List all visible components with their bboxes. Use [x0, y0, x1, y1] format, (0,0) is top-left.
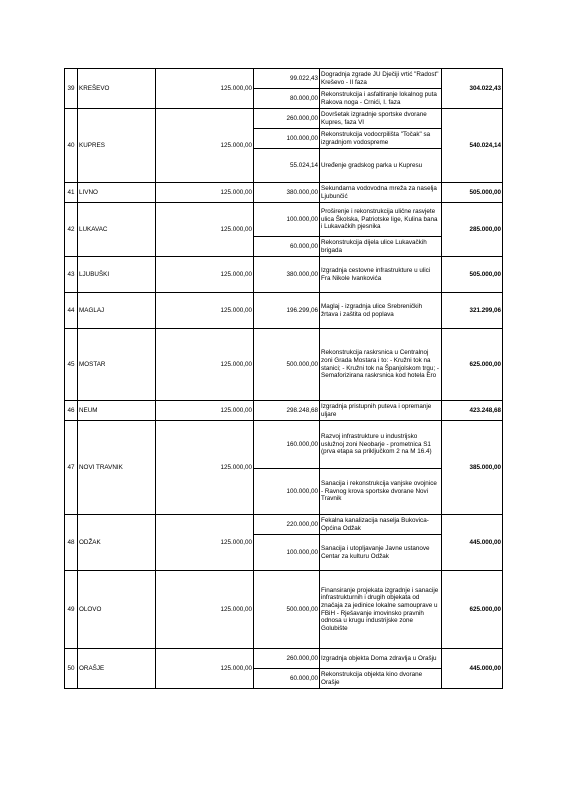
municipality-name: LIVNO [78, 183, 156, 203]
table-row [65, 183, 503, 203]
project-description: Sekundarna vodovodna mreža za naselja Ljubunčić [320, 183, 442, 203]
row-number: 44 [65, 293, 78, 329]
project-description: Izgradnja cestovne infrastrukture u ulici Fra Nikole Ivankovića [320, 257, 442, 293]
row-number: 43 [65, 257, 78, 293]
table-row [65, 649, 503, 669]
municipality-name: KUPRES [78, 109, 156, 183]
table-row [65, 515, 503, 535]
municipality-name: NEUM [78, 401, 156, 421]
project-description: Izgradnja pristupnih puteva i opremanje uljare [320, 401, 442, 421]
project-amount: 500.000,00 [254, 571, 320, 649]
base-amount: 125.000,00 [156, 257, 254, 293]
project-description: Sanacija i rekonstrukcija vanjske ovojnice - Ravnog krova sportske dvorane Novi Travnik [320, 469, 442, 515]
project-amount: 196.299,06 [254, 293, 320, 329]
total-amount: 304.022,43 [442, 69, 503, 109]
budget-table-body [65, 69, 503, 689]
project-description: Maglaj - izgradnja ulice Srebreničkih žrtava i zaštita od poplava [320, 293, 442, 329]
base-amount: 125.000,00 [156, 421, 254, 515]
project-amount: 380.000,00 [254, 183, 320, 203]
project-description: Rekonstrukcija dijela ulice Lukavačkih brigada [320, 237, 442, 257]
municipality-name: ORAŠJE [78, 649, 156, 689]
total-amount: 505.000,00 [442, 183, 503, 203]
municipality-name: MOSTAR [78, 329, 156, 401]
table-row [65, 401, 503, 421]
project-description: Uređenje gradskog parka u Kupresu [320, 149, 442, 183]
municipality-name: NOVI TRAVNIK [78, 421, 156, 515]
municipality-name: LJUBUŠKI [78, 257, 156, 293]
project-amount: 100.000,00 [254, 203, 320, 237]
project-description: Dogradnja zgrade JU Dječiji vrtić "Radost" Kreševo - II faza [320, 69, 442, 89]
project-description: Sanacija i utopljavanje Javne ustanove Centar za kulturu Odžak [320, 535, 442, 571]
table-row [65, 571, 503, 649]
project-description: Proširenje i rekonstrukcija ulične rasvjete ulica Školska, Patriotske lige, Kulina bana i Lukavačkih pjesnika [320, 203, 442, 237]
project-description: Rekonstrukcija vodocrpilišta "Točak" sa izgradnjom vodospreme [320, 129, 442, 149]
base-amount: 125.000,00 [156, 329, 254, 401]
total-amount: 385.000,00 [442, 421, 503, 515]
project-amount: 55.024,14 [254, 149, 320, 183]
project-amount: 99.022,43 [254, 69, 320, 89]
table-row [65, 421, 503, 469]
municipality-name: OLOVO [78, 571, 156, 649]
row-number: 49 [65, 571, 78, 649]
municipality-name: ODŽAK [78, 515, 156, 571]
table-row [65, 69, 503, 89]
row-number: 47 [65, 421, 78, 515]
base-amount: 125.000,00 [156, 203, 254, 257]
project-description: Izgradnja objekta Doma zdravlja u Orašju [320, 649, 442, 669]
project-amount: 380.000,00 [254, 257, 320, 293]
project-amount: 220.000,00 [254, 515, 320, 535]
base-amount: 125.000,00 [156, 293, 254, 329]
project-description: Rekonstrukcija raskrsnica u Centralnoj zoni Grada Mostara i to: - Kružni tok na stanici; - Kružni tok na Španjolskom trgu; - Semaforizirana raskrsnica kod hotela Ero [320, 329, 442, 401]
total-amount: 321.299,06 [442, 293, 503, 329]
project-amount: 100.000,00 [254, 469, 320, 515]
project-amount: 500.000,00 [254, 329, 320, 401]
project-amount: 60.000,00 [254, 669, 320, 689]
row-number: 41 [65, 183, 78, 203]
municipality-name: MAGLAJ [78, 293, 156, 329]
total-amount: 625.000,00 [442, 329, 503, 401]
row-number: 39 [65, 69, 78, 109]
project-amount: 260.000,00 [254, 109, 320, 129]
table-row [65, 293, 503, 329]
row-number: 40 [65, 109, 78, 183]
municipality-name: LUKAVAC [78, 203, 156, 257]
project-amount: 80.000,00 [254, 89, 320, 109]
row-number: 45 [65, 329, 78, 401]
table-row [65, 109, 503, 129]
project-amount: 60.000,00 [254, 237, 320, 257]
row-number: 46 [65, 401, 78, 421]
row-number: 50 [65, 649, 78, 689]
total-amount: 445.000,00 [442, 649, 503, 689]
row-number: 48 [65, 515, 78, 571]
total-amount: 625.000,00 [442, 571, 503, 649]
project-amount: 160.000,00 [254, 421, 320, 469]
project-description: Finansiranje projekata izgradnje i sanacije infrastrukturnih i drugih objekata od značaja za jedinice lokalne samouprave u FBiH - Rješavanje imovinsko pravnih odnosa u krugu industrijske zone Golubište [320, 571, 442, 649]
base-amount: 125.000,00 [156, 109, 254, 183]
project-description: Rekonstrukcija i asfaltiranje lokalnog puta Rakova noga - Crnići, I. faza [320, 89, 442, 109]
budget-table [64, 68, 503, 689]
total-amount: 505.000,00 [442, 257, 503, 293]
base-amount: 125.000,00 [156, 571, 254, 649]
total-amount: 285.000,00 [442, 203, 503, 257]
base-amount: 125.000,00 [156, 649, 254, 689]
project-description: Rekonstrukcija objekta kino dvorane Orašje [320, 669, 442, 689]
municipality-name: KREŠEVO [78, 69, 156, 109]
base-amount: 125.000,00 [156, 515, 254, 571]
project-amount: 260.000,00 [254, 649, 320, 669]
project-amount: 100.000,00 [254, 535, 320, 571]
project-amount: 100.000,00 [254, 129, 320, 149]
table-row [65, 329, 503, 401]
table-row [65, 203, 503, 237]
total-amount: 423.248,68 [442, 401, 503, 421]
total-amount: 445.000,00 [442, 515, 503, 571]
base-amount: 125.000,00 [156, 401, 254, 421]
row-number: 42 [65, 203, 78, 257]
project-description: Razvoj infrastrukture u industrijsko uslužnoj zoni Neobarje - prometnica S1 (prva etapa sa priključkom 2 na M 16.4) [320, 421, 442, 469]
base-amount: 125.000,00 [156, 183, 254, 203]
total-amount: 540.024,14 [442, 109, 503, 183]
project-description: Fekalna kanalizacija naselja Bukovica-Općina Odžak [320, 515, 442, 535]
project-amount: 298.248,68 [254, 401, 320, 421]
project-description: Dovršetak izgradnje sportske dvorane Kupres, faza VI [320, 109, 442, 129]
table-row [65, 257, 503, 293]
base-amount: 125.000,00 [156, 69, 254, 109]
